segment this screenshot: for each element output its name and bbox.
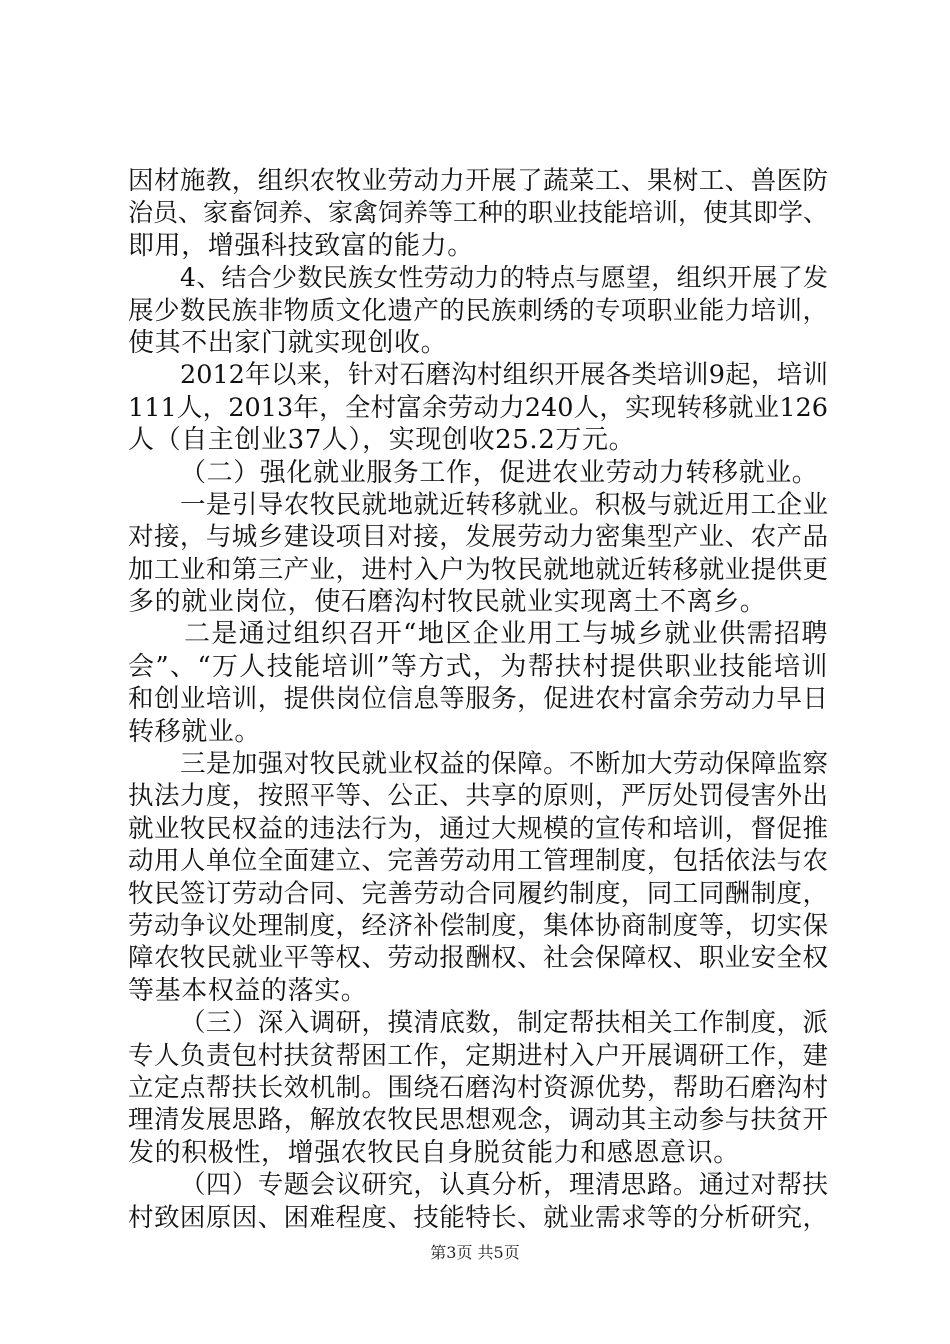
text-line: 专人负责包村扶贫帮困工作，定期进村入户开展调研工作，建 [128, 1040, 828, 1071]
text-line: 动用人单位全面建立、完善劳动用工管理制度，包括依法与农 [128, 846, 828, 877]
text-line: 人（自主创业37人），实现创收25.2万元。 [128, 425, 636, 456]
document-body [128, 165, 828, 1234]
text-line: 加工业和第三产业，进村入户为牧民就地就近转移就业提供更 [128, 554, 828, 585]
text-line: （二）强化就业服务工作，促进农业劳动力转移就业。 [180, 457, 819, 488]
text-line: 村致困原因、困难程度、技能特长、就业需求等的分析研究， [128, 1202, 828, 1233]
text-line: 理清发展思路，解放农牧民思想观念，调动其主动参与扶贫开 [128, 1105, 828, 1136]
text-line: 和创业培训，提供岗位信息等服务，促进农村富余劳动力早日 [128, 684, 828, 715]
text-line: 会”、“万人技能培训”等方式，为帮扶村提供职业技能培训 [128, 651, 828, 682]
page-number-footer: 第3页 共5页 [430, 1243, 520, 1262]
text-line: 三是加强对牧民就业权益的保障。不断加大劳动保障监察 [180, 749, 828, 780]
text-line: 展少数民族非物质文化遗产的民族刺绣的专项职业能力培训， [128, 295, 828, 326]
text-line: 牧民签订劳动合同、完善劳动合同履约制度，同工同酬制度， [128, 878, 828, 909]
text-line: 立定点帮扶长效机制。围绕石磨沟村资源优势，帮助石磨沟村 [128, 1072, 828, 1103]
text-line: 使其不出家门就实现创收。 [128, 327, 448, 358]
text-line: 劳动争议处理制度，经济补偿制度，集体协商制度等，切实保 [128, 910, 828, 941]
text-line: 111人，2013年，全村富余劳动力240人，实现转移就业126 [128, 392, 828, 423]
text-line: 对接，与城乡建设项目对接，发展劳动力密集型产业、农产品 [128, 522, 828, 553]
text-line: （三）深入调研，摸清底数，制定帮扶相关工作制度，派 [180, 1008, 828, 1039]
text-line: 治员、家畜饲养、家禽饲养等工种的职业技能培训，使其即学、 [128, 198, 828, 228]
text-line: 执法力度，按照平等、公正、共享的原则，严厉处罚侵害外出 [128, 781, 828, 812]
text-line: 等基本权益的落实。 [128, 975, 368, 1006]
text-line: 因材施教，组织农牧业劳动力开展了蔬菜工、果树工、兽医防 [128, 166, 828, 196]
text-line: 多的就业岗位，使石磨沟村牧民就业实现离土不离乡。 [128, 587, 767, 618]
text-line: 4、结合少数民族女性劳动力的特点与愿望，组织开展了发 [180, 263, 828, 293]
text-line: 转移就业。 [128, 716, 262, 747]
text-line: 二是通过组织召开“地区企业用工与城乡就业供需招聘 [184, 619, 828, 650]
text-line: 2012年以来，针对石磨沟村组织开展各类培训9起，培训 [180, 360, 828, 391]
text-line: 一是引导农牧民就地就近转移就业。积极与就近用工企业 [180, 489, 828, 520]
text-line: 障农牧民就业平等权、劳动报酬权、社会保障权、职业安全权 [128, 943, 828, 974]
text-line: 发的积极性，增强农牧民自身脱贫能力和感恩意识。 [128, 1137, 740, 1168]
text-line: 就业牧民权益的违法行为，通过大规模的宣传和培训，督促推 [128, 813, 828, 844]
text-line: （四）专题会议研究，认真分析，理清思路。通过对帮扶 [180, 1170, 828, 1201]
text-line: 即用，增强科技致富的能力。 [128, 230, 474, 261]
